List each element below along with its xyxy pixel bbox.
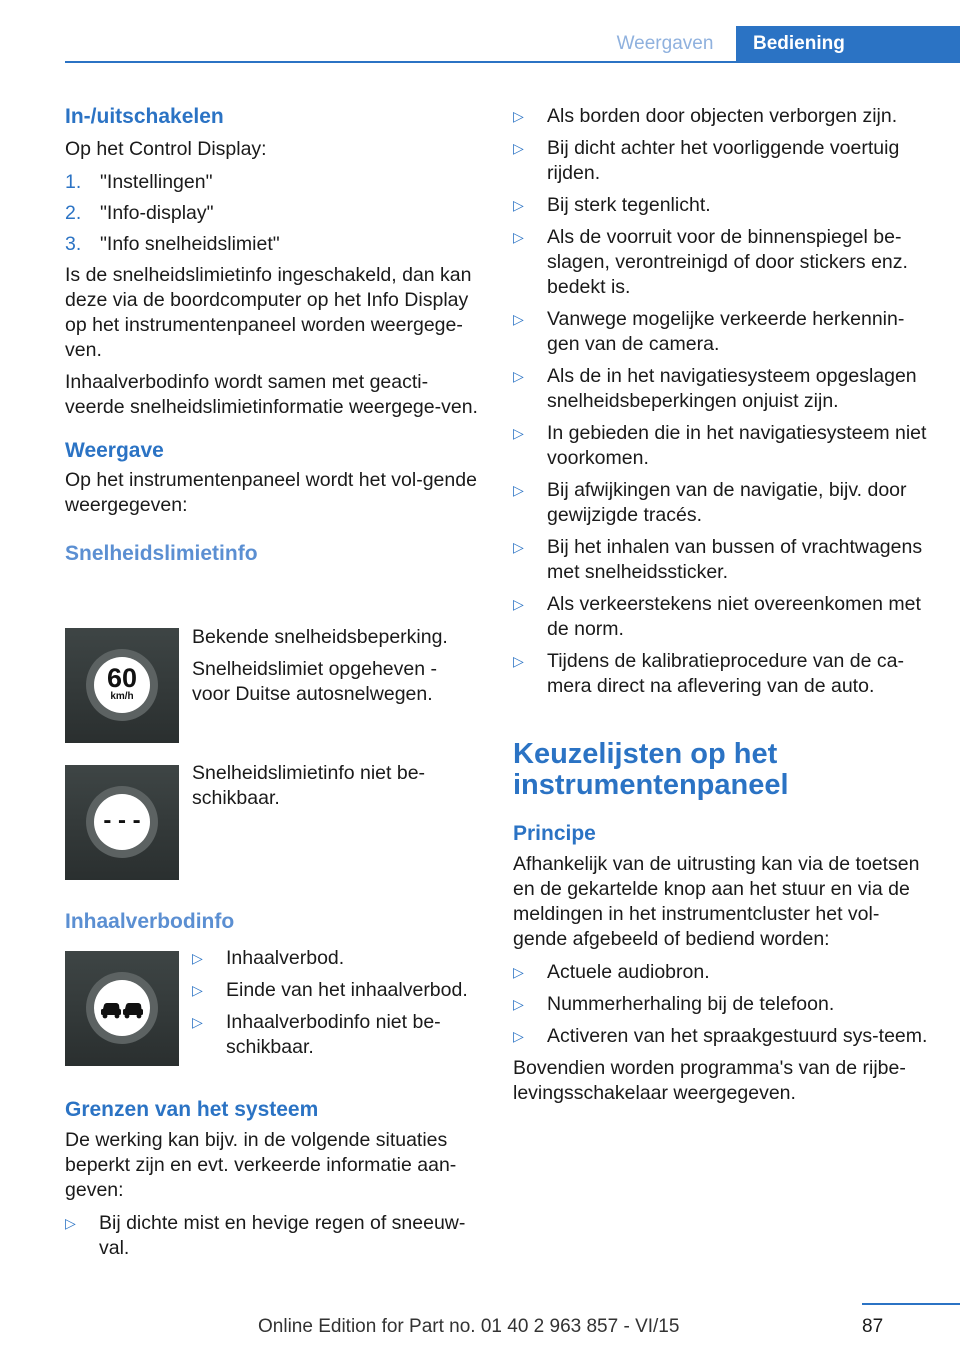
step-item <box>65 232 485 257</box>
list-item <box>192 978 477 1003</box>
list-item-text: Tijdens de kalibratieprocedure van de ca-mera direct na aflevering van de auto. <box>547 650 904 697</box>
list-item-text: Bij sterk tegenlicht. <box>547 194 711 216</box>
list-item <box>513 1024 933 1049</box>
step-text: "Instellingen" <box>100 171 213 193</box>
inhaal-list <box>192 946 477 1067</box>
speed-limit-unavailable-sign-image <box>65 765 179 880</box>
heading-in-uitschakelen: In-/uitschakelen <box>65 105 224 128</box>
sign1-text-lifted: Snelheidslimiet opgeheven - voor Duitse autosnelwegen. <box>192 658 437 705</box>
step-item <box>65 170 485 195</box>
bullet-icon: ▷ <box>192 950 203 966</box>
footer-edition: Online Edition for Part no. 01 40 2 963 857 - VI/15 <box>258 1316 680 1337</box>
sign1-text-known: Bekende snelheidsbeperking. <box>192 626 448 648</box>
list-item-text: In gebieden die in het navigatiesysteem niet voorkomen. <box>547 422 927 469</box>
bullet-icon: ▷ <box>513 482 524 498</box>
list-item-text: Nummerherhaling bij de telefoon. <box>547 993 835 1015</box>
list-item <box>513 104 933 129</box>
step-text: "Info snelheidslimiet" <box>100 233 280 255</box>
list-item <box>513 960 933 985</box>
list-item-text: Inhaalverbodinfo niet be-schikbaar. <box>226 1011 441 1058</box>
principe-list <box>513 960 933 1049</box>
list-item <box>513 193 933 218</box>
bullet-icon: ▷ <box>192 1014 203 1030</box>
page-number: 87 <box>862 1316 884 1337</box>
list-item <box>513 649 933 699</box>
bullet-icon: ▷ <box>192 982 203 998</box>
left-column-grenzen <box>65 1097 485 1268</box>
list-item <box>513 136 933 186</box>
sign1-description <box>192 625 472 707</box>
list-item-text: Als verkeerstekens niet overeenkomen met de norm. <box>547 593 921 640</box>
paragraph-grenzen: De werking kan bijv. in de volgende situaties beperkt zijn en evt. verkeerde informatie aan-geven: <box>65 1129 457 1201</box>
right-column <box>513 104 933 1106</box>
paragraph-principe: Afhankelijk van de uitrusting kan via de toetsen en de gekartelde knop aan het stuur en via de meldingen in het instrumentcluster het vol-gende afgebeeld of bediend worden: <box>513 853 920 950</box>
bullet-icon: ▷ <box>513 140 524 156</box>
bullet-icon: ▷ <box>513 539 524 555</box>
list-item-text: Bij het inhalen van bussen of vrachtwagens met snelheidssticker. <box>547 536 923 583</box>
bullet-icon: ▷ <box>513 653 524 669</box>
header-section: Weergaven <box>616 33 714 54</box>
paragraph-weergave: Op het instrumentenpaneel wordt het vol-gende weergegeven: <box>65 469 477 516</box>
paragraph-info-display: Is de snelheidslimietinfo ingeschakeld, dan kan deze via de boordcomputer op het Info Display op het instrumentenpaneel worden weergege-ven. <box>65 264 472 361</box>
speed-unit: km/h <box>110 691 134 702</box>
bullet-icon: ▷ <box>513 197 524 213</box>
list-item-text: Bij dichte mist en hevige regen of sneeuw-val. <box>99 1212 466 1259</box>
list-item-text: Activeren van het spraakgestuurd sys-teem. <box>547 1025 928 1047</box>
paragraph-inhaalverbodinfo: Inhaalverbodinfo wordt samen met geacti-veerde snelheidslimietinformatie weergege-ven. <box>65 371 478 418</box>
bullet-icon: ▷ <box>513 368 524 384</box>
heading-snelheidslimietinfo: Snelheidslimietinfo <box>65 542 258 565</box>
list-item <box>513 364 933 414</box>
header-chapter-tab: Bediening <box>736 26 960 61</box>
bullet-icon: ▷ <box>513 425 524 441</box>
list-item-text: Actuele audiobron. <box>547 961 710 983</box>
list-item <box>192 946 477 971</box>
steps-list <box>65 170 485 257</box>
bullet-icon: ▷ <box>513 1028 524 1044</box>
step-number: 3. <box>65 233 82 255</box>
speed-value: 60 <box>106 663 138 693</box>
list-item-text: Als borden door objecten verborgen zijn. <box>547 105 898 127</box>
list-item-text: Bij afwijkingen van de navigatie, bijv. door gewijzigde tracés. <box>547 479 907 526</box>
unavailable-dashes: - - - <box>103 807 141 834</box>
list-item <box>65 1211 485 1261</box>
bullet-icon: ▷ <box>65 1215 76 1231</box>
list-item-text: Als de in het navigatiesysteem opgeslagen snelheidsbeperkingen onjuist zijn. <box>547 365 917 412</box>
left-column-inhaal <box>65 909 485 935</box>
list-item <box>192 1010 477 1060</box>
heading-principe: Principe <box>513 822 596 845</box>
list-item-text: Bij dicht achter het voorliggende voertuig rijden. <box>547 137 900 184</box>
list-item <box>513 535 933 585</box>
list-item-text: Einde van het inhaalverbod. <box>226 979 468 1001</box>
list-item-text: Als de voorruit voor de binnenspiegel be-slagen, verontreinigd of door stickers enz. bedekt is. <box>547 226 908 298</box>
step-number: 2. <box>65 202 82 224</box>
bullet-icon: ▷ <box>513 996 524 1012</box>
list-item-text: Inhaalverbod. <box>226 947 345 969</box>
list-item <box>513 225 933 300</box>
bullet-icon: ▷ <box>513 596 524 612</box>
two-cars-icon <box>94 980 150 1036</box>
bullet-icon: ▷ <box>513 964 524 980</box>
header-rule <box>65 61 960 63</box>
heading-weergave: Weergave <box>65 439 164 462</box>
list-item-text: Vanwege mogelijke verkeerde herkennin-gen van de camera. <box>547 308 905 355</box>
sign2-description: Snelheidslimietinfo niet be-schikbaar. <box>192 762 426 809</box>
bullet-icon: ▷ <box>513 229 524 245</box>
control-display-intro: Op het Control Display: <box>65 138 267 160</box>
heading-grenzen: Grenzen van het systeem <box>65 1098 319 1121</box>
paragraph-bovendien: Bovendien worden programma's van de rijbe-levingsschakelaar weergegeven. <box>513 1057 906 1104</box>
list-item <box>513 421 933 471</box>
step-text: "Info-display" <box>100 202 214 224</box>
list-item <box>513 307 933 357</box>
overtaking-ban-sign-image <box>65 951 179 1066</box>
list-item <box>513 592 933 642</box>
left-column <box>65 104 485 567</box>
list-item <box>513 478 933 528</box>
list-item <box>513 992 933 1017</box>
step-item <box>65 201 485 226</box>
speed-limit-60-sign-image <box>65 628 179 743</box>
bullet-icon: ▷ <box>513 311 524 327</box>
step-number: 1. <box>65 171 82 193</box>
footer-rule <box>862 1303 960 1305</box>
heading-inhaalverbodinfo: Inhaalverbodinfo <box>65 910 235 933</box>
heading-keuzelijsten: Keuzelijsten op het instrumentenpaneel <box>513 738 789 801</box>
bullet-icon: ▷ <box>513 108 524 124</box>
